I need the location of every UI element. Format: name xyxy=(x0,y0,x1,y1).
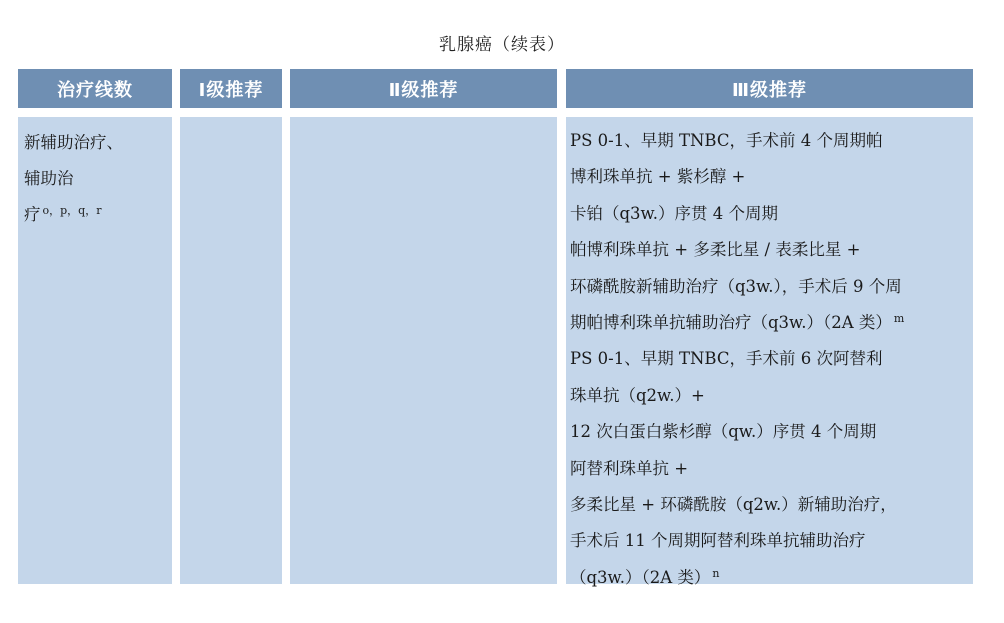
cell-level-3 xyxy=(566,117,973,587)
level3-line-with-footnote xyxy=(570,305,973,341)
level3-line: 珠单抗（q2w.）+ xyxy=(570,385,705,405)
cell-level-2 xyxy=(290,117,557,584)
level3-line: 手术后 11 个周期阿替利珠单抗辅助治疗 xyxy=(570,531,866,551)
therapy-line-text-1: 新辅助治疗、 xyxy=(24,133,123,152)
header-level-1: Ⅰ级推荐 xyxy=(180,69,282,108)
level3-line: 阿替利珠单抗 + xyxy=(570,458,689,478)
therapy-line-text-2: 辅助治 xyxy=(24,169,74,188)
level3-line: PS 0-1、早期 TNBC，手术前 4 个周期帕 xyxy=(570,131,883,150)
level3-line: 卡铂（q3w.）序贯 4 个周期 xyxy=(570,203,778,223)
page-title: 乳腺癌（续表） xyxy=(439,35,565,55)
level3-line: 博利珠单抗 + 紫杉醇 + xyxy=(570,167,746,187)
level3-line-text: 期帕博利珠单抗辅助治疗（q3w.）（2A 类） xyxy=(570,313,892,333)
header-level-2: Ⅱ级推荐 xyxy=(290,69,557,108)
cell-therapy-line xyxy=(18,117,172,584)
level3-line: PS 0-1、早期 TNBC，手术前 6 次阿替利 xyxy=(570,349,883,369)
therapy-line-text-3 xyxy=(24,197,172,233)
level3-line: 帕博利珠单抗 + 多柔比星 / 表柔比星 + xyxy=(570,240,861,260)
level3-line-with-footnote xyxy=(570,560,973,596)
level3-line: 环磷酰胺新辅助治疗（q3w.），手术后 9 个周 xyxy=(570,276,902,296)
therapy-line-text-3-main: 疗 xyxy=(24,205,41,224)
cell-level-1 xyxy=(180,117,282,584)
footnote-ref-m: m xyxy=(893,312,905,326)
header-therapy-line: 治疗线数 xyxy=(18,69,172,108)
level3-line: 多柔比星 + 环磷酰胺（q2w.）新辅助治疗， xyxy=(570,495,897,515)
header-level-3: Ⅲ级推荐 xyxy=(566,69,973,108)
therapy-line-footnote-refs: o，p，q，r xyxy=(42,204,102,217)
footnote-ref-n: n xyxy=(712,566,720,580)
level3-line-text: （q3w.）（2A 类） xyxy=(570,567,711,587)
level3-line: 12 次白蛋白紫杉醇（qw.）序贯 4 个周期 xyxy=(570,422,877,442)
